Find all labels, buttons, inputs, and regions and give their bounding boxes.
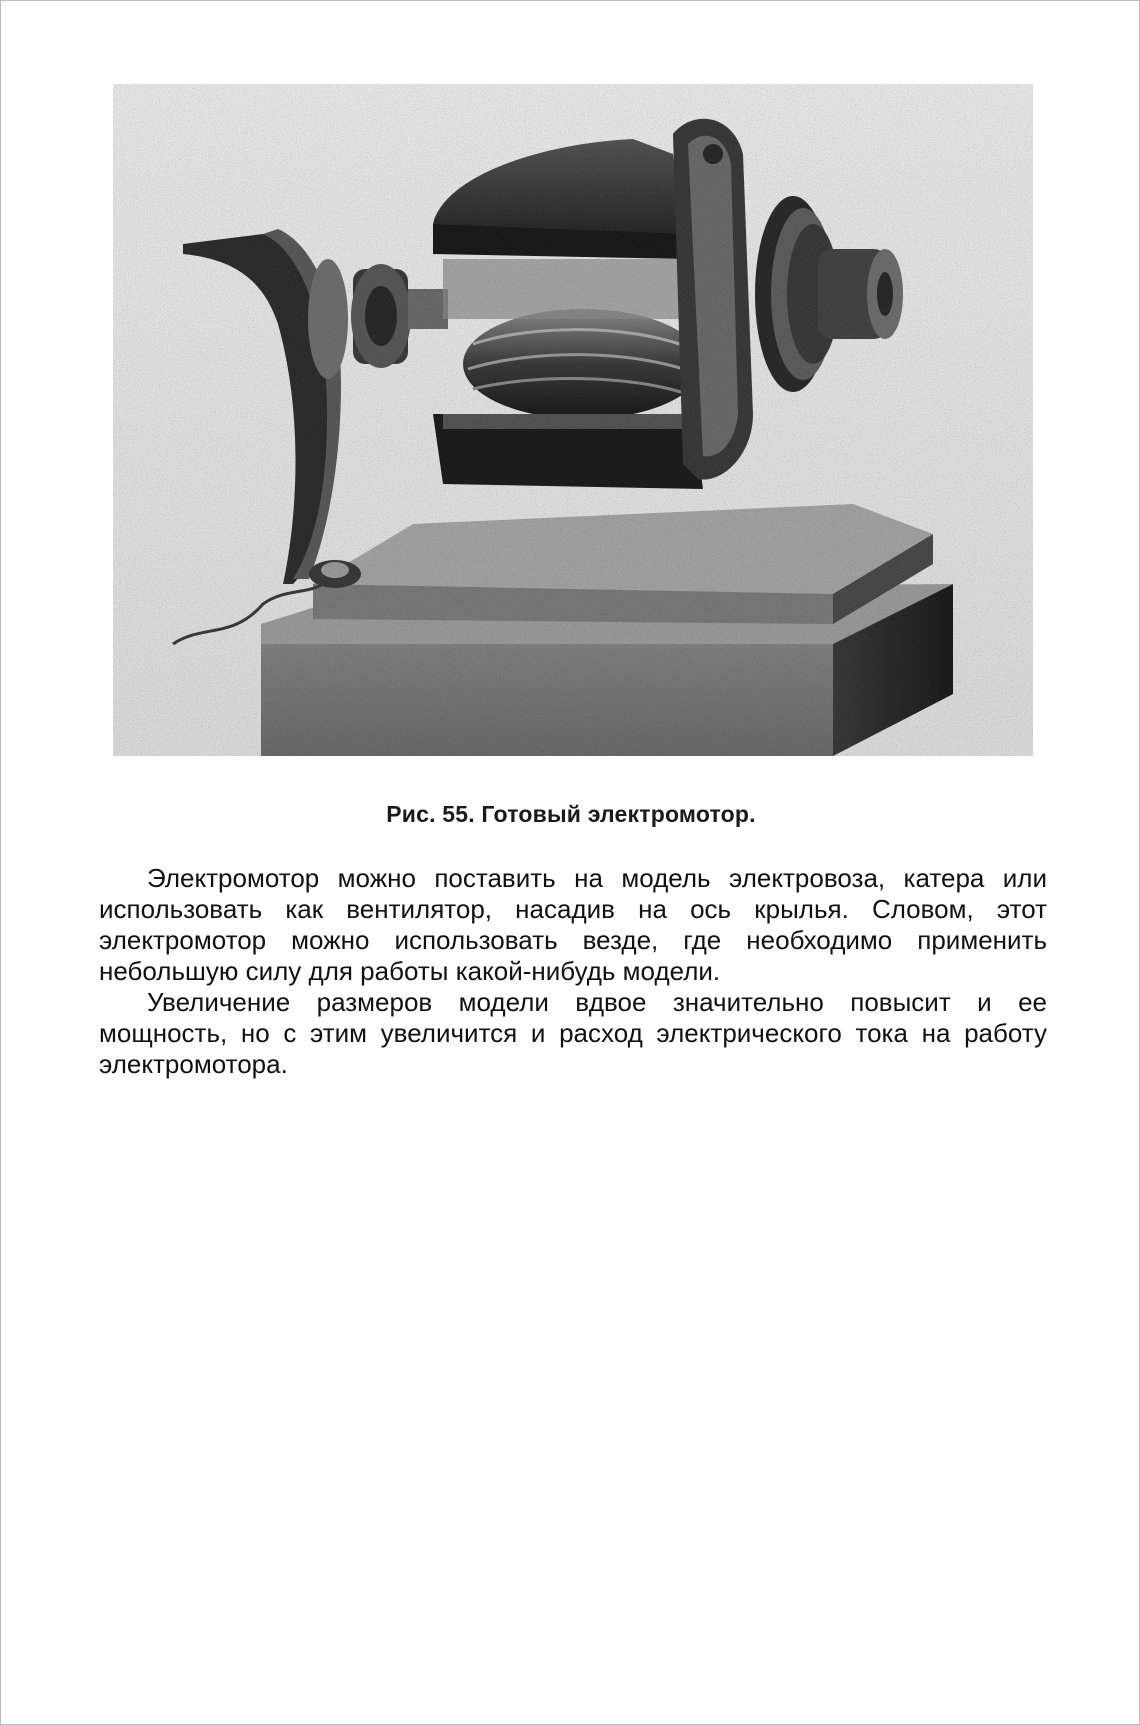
paragraph-2: Увеличение размеров модели вдвое значительно повысит и ее мощность, но с этим увеличится и расход электрического тока на работу электромотора. [99, 987, 1047, 1079]
electric-motor-illustration [113, 84, 1033, 756]
motor-photograph [113, 84, 1033, 756]
body-text [99, 863, 1047, 1080]
paragraph-1: Электромотор можно поставить на модель электровоза, катера или использовать как вентилятор, насадив на ось крылья. Словом, этот электромотор можно использовать везде, где необходимо применить небольшую силу для работы какой-нибудь модели. [99, 863, 1047, 986]
figure-caption: Рис. 55. Готовый электромотор. [386, 801, 756, 827]
